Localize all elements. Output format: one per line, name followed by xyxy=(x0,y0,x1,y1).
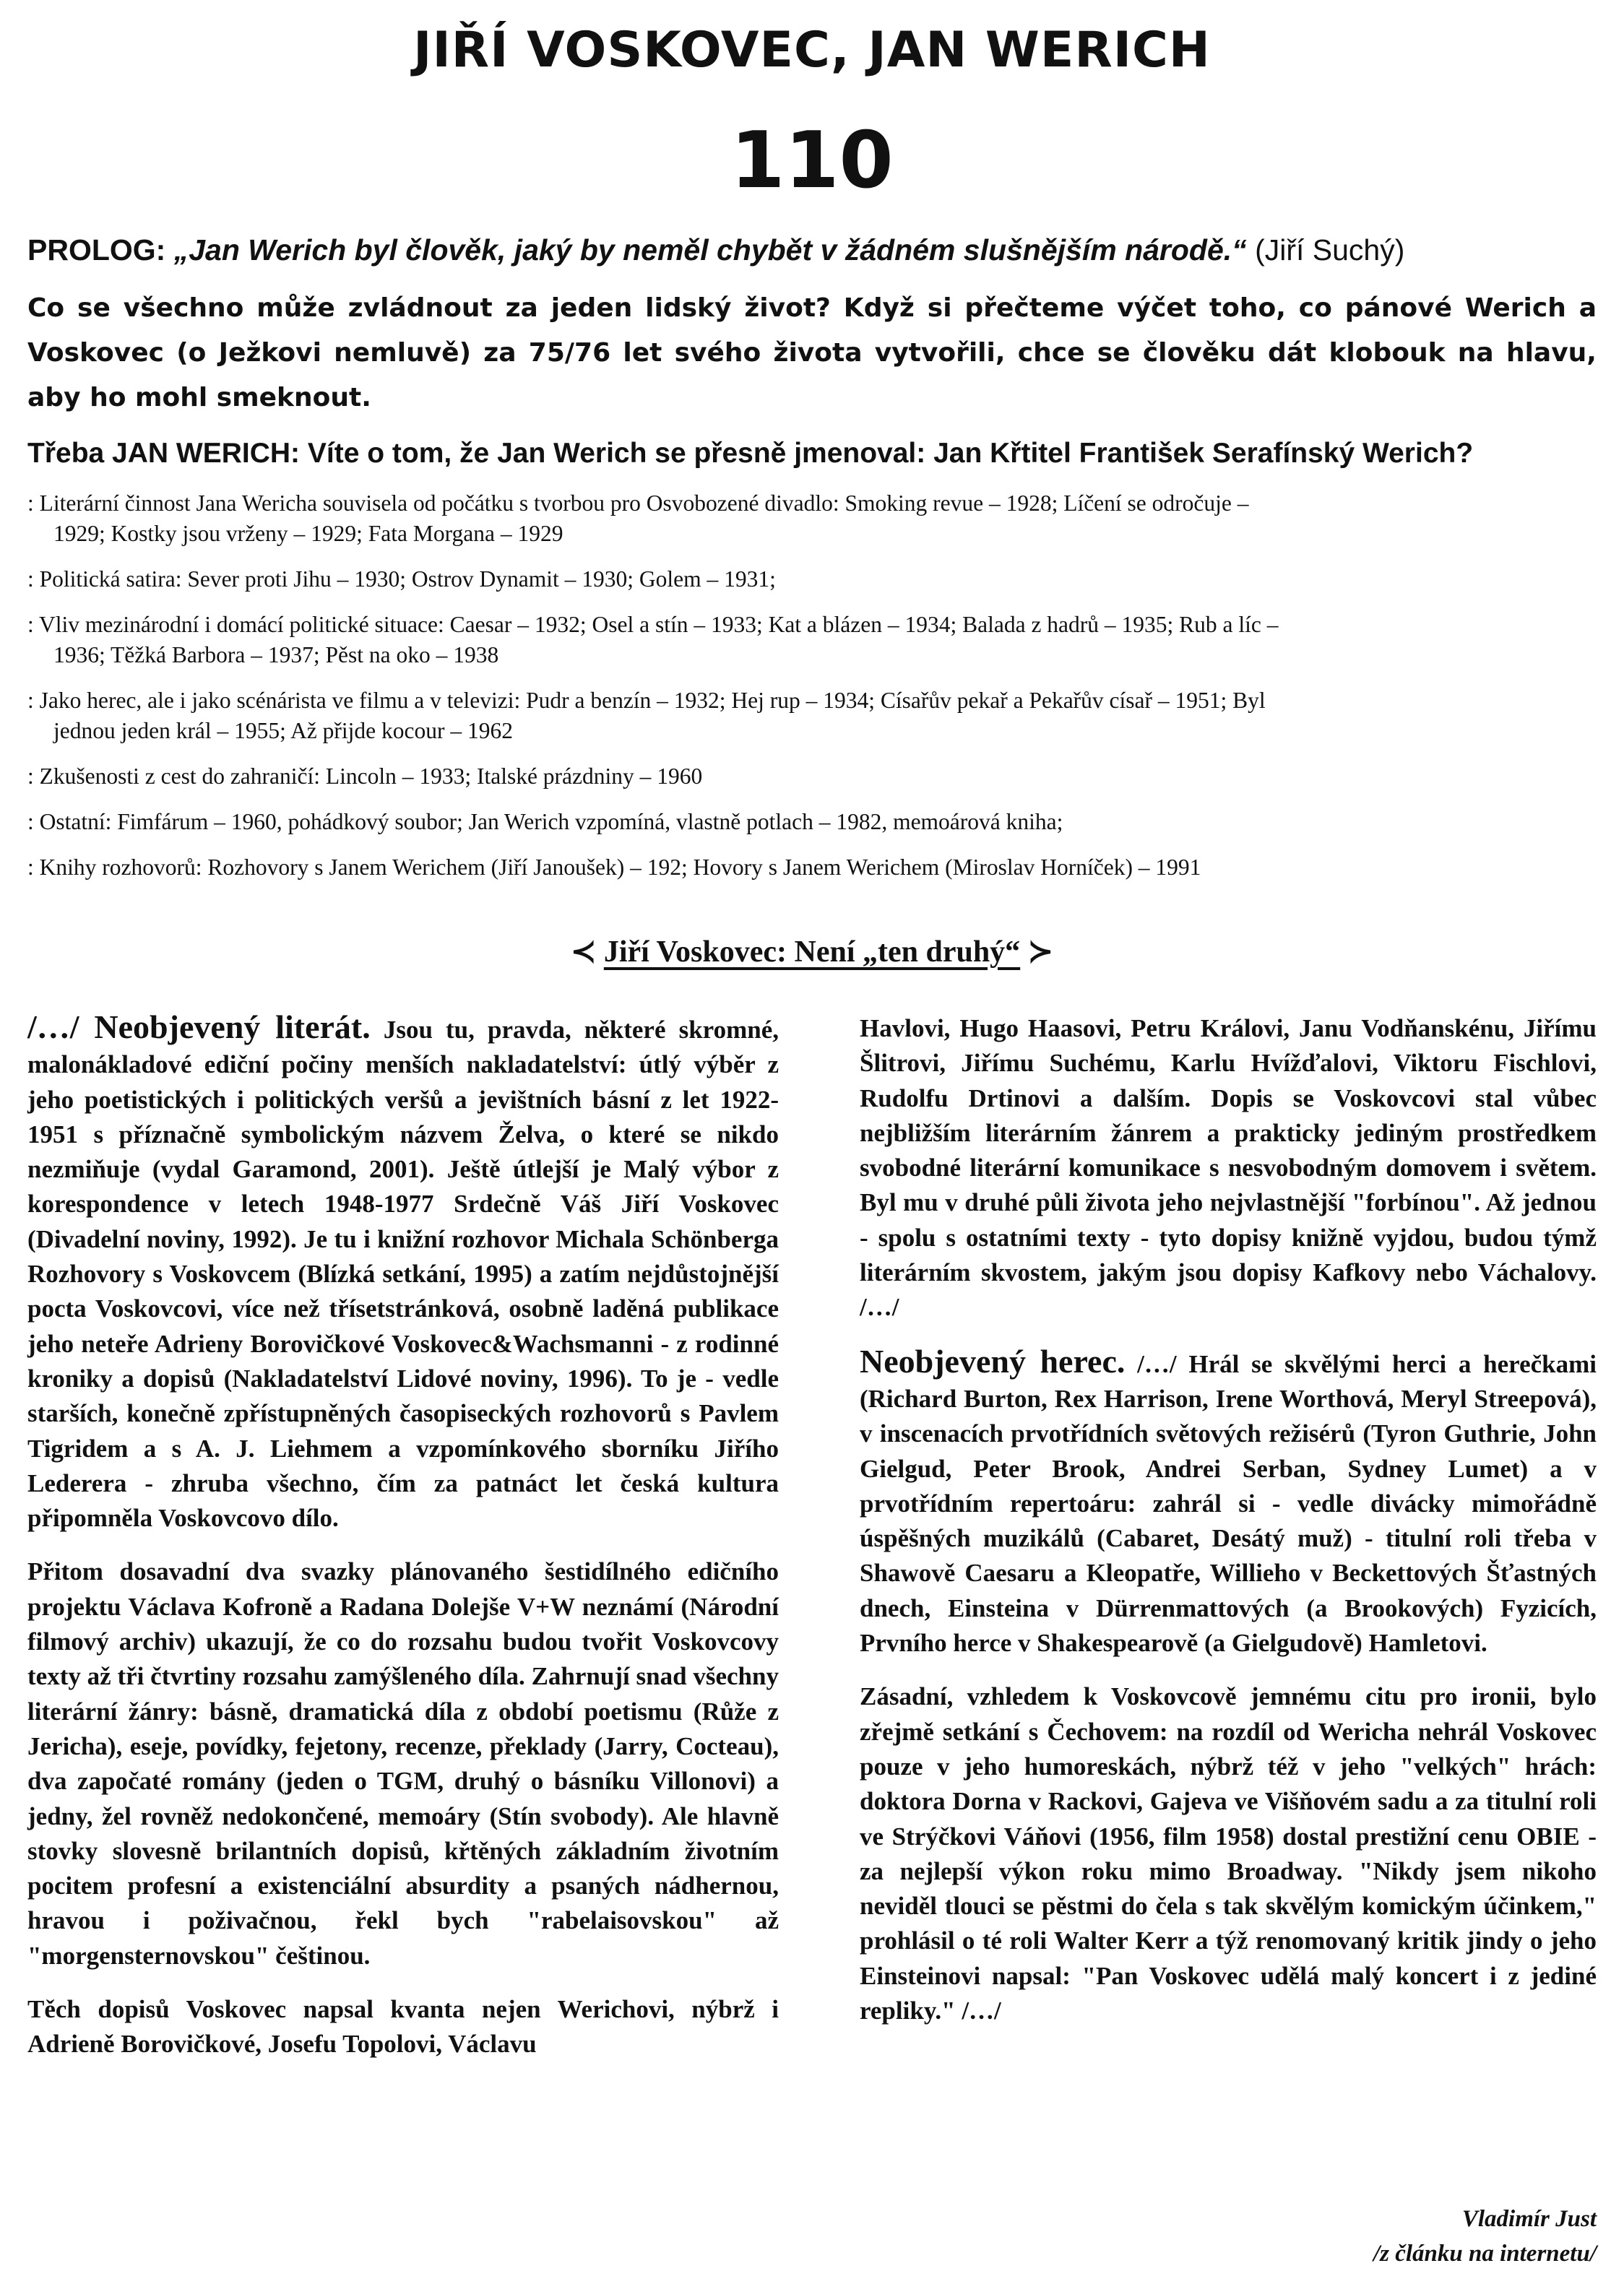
works-item-continuation: jednou jeden král – 1955; Až přijde kocour – 1962 xyxy=(53,718,513,743)
works-item-line: : Knihy rozhovorů: Rozhovory s Janem Werichem (Jiří Janoušek) – 192; Hovory s Janem Werichem (Miroslav Horníček) – 1991 xyxy=(27,855,1201,880)
paragraph-lead: /…/ Neobjevený literát. xyxy=(27,1008,371,1045)
article-column-right xyxy=(860,1011,1597,2047)
signature-source: /z článku na internetu/ xyxy=(1373,2241,1597,2267)
works-item xyxy=(27,685,1597,746)
article-paragraph: Přitom dosavadní dva svazky plánovaného šestidílného edičního projektu Václava Kofroně a Radana Dolejše V+W neznámí (Národní filmový archiv) ukazují, že co do rozsahu budou tvořit Voskovcovy texty až tři čtvrtiny rozsahu zamýšleného díla. Zahrnují snad všechny literární žánry: básně, dramatická díla z období poetismu (Růže z Jericha), eseje, povídky, fejetony, recenze, překlady (Jarry, Cocteau), dva započaté romány (jeden o TGM, druhý o básníku Villonovi) a jedny, žel rovněž nedokončené, memoáry (Stín svobody). Ale hlavně stovky slovesně brilantních dopisů, křtěných základním životním pocitem profesní a existenciální absurdity a psaných nádhernou, hravou i poživačnou, řekl bych "rabelaisovskou" až "morgensternovskou" češtinou. xyxy=(27,1557,779,1970)
prolog-author: (Jiří Suchý) xyxy=(1255,233,1405,267)
article-paragraph: Havlovi, Hugo Haasovi, Petru Královi, Janu Vodňanskénu, Jiřímu Šlitrovi, Jiřímu Suchému, Karlu Hvížďalovi, Viktoru Fischlovi, Rudolfu Drtinovi a dalším. Dopis se Voskovcovi stal vůbec nejbližším literárním žánrem a prakticky jediným prostředkem svobodné literární komunikace s nesvobodným domovem i světem. Byl mu v druhé půli života jeho nejvlastnější "forbínou". Až jednou - spolu s ostatními texty - tyto dopisy knižně vyjdou, budou týmž literárním skvostem, jakým jsou dopisy Kafkovy nebo Váchalovy. /…/ xyxy=(860,1014,1597,1322)
prolog-label: PROLOG: xyxy=(27,233,166,267)
paragraph-text: /…/ Hrál se skvělými herci a herečkami (Richard Burton, Rex Harrison, Irene Worthová, Meryl Streepová), v inscenacích prvotřídních světových režisérů (Tyron Guthrie, John Gielgud, Peter Brook, Andrei Serban, Sydney Lumet) a v prvotřídním repertoáru: zahrál si - vedle divácky mimořádně úspěšných muzikálů (Cabaret, Desátý muž) - titulní roli třeba v Shawově Caesaru a Kleopatře, Willieho v Beckettových Šťastných dnech, Einsteina v Dürrenmattových (a Brookových) Fyzicích, Prvního herce v Shakespearově (a Gielgudově) Hamletovi. xyxy=(860,1349,1597,1658)
signature xyxy=(1373,2202,1597,2271)
signature-author: Vladimír Just xyxy=(1461,2206,1597,2232)
works-item xyxy=(27,807,1597,837)
works-item-line: : Literární činnost Jana Wericha souvisela od počátku s tvorbou pro Osvobozené divadlo: Smoking revue – 1928; Líčení se odročuje – xyxy=(27,490,1249,516)
article-paragraph: Zásadní, vzhledem k Voskovcově jemnému citu pro ironii, bylo zřejmě setkání s Čechovem: na rozdíl od Wericha nehrál Voskovec pouze v jeho humoreskách, nýbrž též v jeho "velkých" hrách: doktora Dorna v Rackovi, Gajeva ve Višňovém sadu a za titulní roli ve Strýčkovi Váňovi (1956, film 1958) dostal prestižní cenu OBIE - za nejlepší výkon roku mimo Broadway. "Nikdy jsem nikoho neviděl tlouci se pěstmi do čela s tak skvělým komickým účinkem," prohlásil o té roli Walter Kerr a týž renomovaný kritik jindy o jeho Einsteinovi napsal: "Pan Voskovec udělá malý koncert i z jediné repliky." /…/ xyxy=(860,1682,1597,2025)
article-column-left xyxy=(27,1010,779,2081)
paragraph-text: Jsou tu, pravda, některé skromné, malonákladové ediční počiny menších nakladatelství: útlý výběr z jeho poetistických i politických veršů a jevištních básní z let 1922-1951 s příznačně symbolickým názvem Želva, o které se nikdo nezmiňuje (vydal Garamond, 2001). Ještě útlejší je Malý výbor z korespondence v letech 1948-1977 Srdečně Váš Jiří Voskovec (Divadelní noviny, 1992). Je tu i knižní rozhovor Michala Schönberga Rozhovory s Voskovcem (Blízká setkání, 1995) a zatím nejdůstojnější pocta Voskovcovi, více než třísetstránková, osobně laděná publikace jeho neteře Adrieny Borovičkové Voskovec&Wachsmanni - z rodinné kroniky a dopisů (Nakladatelství Lidové noviny, 1996). To je - vedle starších, konečně zpřístupněných časopiseckých rozhovorů s Pavlem Tigridem a s A. J. Liehmem a vzpomínkového sborníku Jiřího Lederera - zhruba všechno, čím za patnáct let česká kultura připomněla Voskovcovo dílo. xyxy=(27,1016,779,1533)
works-item xyxy=(27,852,1597,883)
works-item xyxy=(27,610,1597,670)
prolog-quote: „Jan Werich byl člověk, jaký by neměl chybět v žádném slušnějším národě.“ xyxy=(173,233,1247,267)
article-paragraph xyxy=(27,1010,779,1536)
works-list xyxy=(27,488,1597,898)
section-heading-text: Jiří Voskovec: Není „ten druhý“ xyxy=(603,935,1021,969)
works-item xyxy=(27,488,1597,549)
works-item-line: : Politická satira: Sever proti Jihu – 1930; Ostrov Dynamit – 1930; Golem – 1931; xyxy=(27,566,776,592)
works-item-line: : Ostatní: Fimfárum – 1960, pohádkový soubor; Jan Werich vzpomíná, vlastně potlach – 1982, memoárová kniha; xyxy=(27,809,1063,834)
page-title: JIŘÍ VOSKOVEC, JAN WERICH xyxy=(413,22,1211,79)
works-item xyxy=(27,761,1597,792)
prolog xyxy=(27,230,1597,270)
article-paragraph xyxy=(860,1344,1597,1661)
arrow-right-icon: ≻ xyxy=(1027,935,1053,969)
intro-paragraph: Co se všechno může zvládnout za jeden lidský život? Když si přečteme výčet toho, co pánové Werich a Voskovec (o Ježkovi nemluvě) za 75/76 let svého života vytvořili, chce se člověku dát klobouk na hlavu, aby ho mohl smeknout. xyxy=(27,293,1597,412)
issue-number: 110 xyxy=(730,116,894,206)
werich-heading: Třeba JAN WERICH: Víte o tom, že Jan Werich se přesně jmenoval: Jan Křtitel František Serafínský Werich? xyxy=(27,438,1474,469)
works-item-line: : Jako herec, ale i jako scénárista ve filmu a v televizi: Pudr a benzín – 1932; Hej rup – 1934; Císařův pekař a Pekařův císař – 1951; Byl xyxy=(27,688,1266,713)
works-item-line: : Zkušenosti z cest do zahraničí: Lincoln – 1933; Italské prázdniny – 1960 xyxy=(27,764,703,789)
works-item-continuation: 1936; Těžká Barbora – 1937; Pěst na oko – 1938 xyxy=(53,642,499,667)
section-heading xyxy=(0,933,1624,969)
article-paragraph: Těch dopisů Voskovec napsal kvanta nejen Werichovi, nýbrž i Adrieně Borovičkové, Josefu Topolovi, Václavu xyxy=(27,1995,779,2059)
arrow-left-icon: ≺ xyxy=(571,935,597,969)
works-item-line: : Vliv mezinárodní i domácí politické situace: Caesar – 1932; Osel a stín – 1933; Kat a blázen – 1934; Balada z hadrů – 1935; Rub a líc – xyxy=(27,612,1279,637)
works-item xyxy=(27,564,1597,594)
paragraph-lead: Neobjevený herec. xyxy=(860,1342,1126,1380)
works-item-continuation: 1929; Kostky jsou vrženy – 1929; Fata Morgana – 1929 xyxy=(53,521,563,546)
